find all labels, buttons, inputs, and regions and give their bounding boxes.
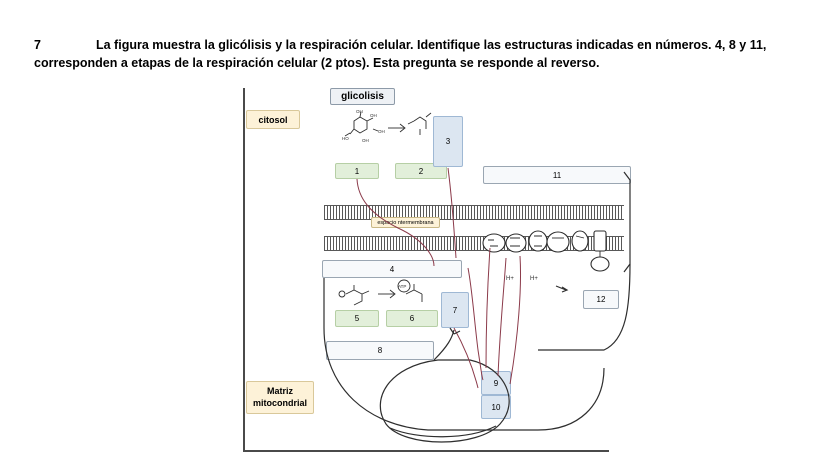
numbered-box-11[interactable]: 11 (483, 166, 631, 184)
numbered-box-9[interactable]: 9 (481, 371, 511, 395)
svg-text:H+: H+ (506, 276, 514, 282)
label-espacio-intermembrana: espacio ntermembrana (371, 217, 440, 228)
numbered-box-6[interactable]: 6 (386, 310, 438, 327)
question-number: 7 (34, 38, 41, 52)
cell-left-border (243, 88, 245, 452)
matrix-line-2: mitocondrial (252, 397, 307, 408)
svg-text:H+: H+ (530, 276, 538, 282)
question-text (34, 36, 796, 72)
numbered-box-5[interactable]: 5 (335, 310, 379, 327)
numbered-box-1[interactable]: 1 (335, 163, 379, 179)
numbered-box-4[interactable]: 4 (322, 260, 462, 278)
svg-text:OH: OH (356, 109, 363, 114)
svg-text:HO: HO (342, 136, 349, 141)
numbered-box-10[interactable]: 10 (481, 395, 511, 419)
label-matriz-mitocondrial (246, 381, 314, 414)
outer-membrane (324, 205, 624, 220)
svg-text:OH: OH (378, 129, 385, 134)
cell-bottom-border (243, 450, 609, 452)
svg-text:OH: OH (362, 138, 369, 143)
figure-glycolysis-cellular-respiration (238, 88, 650, 456)
numbered-box-7[interactable]: 7 (441, 292, 469, 328)
matrix-line-1: Matriz (266, 386, 293, 397)
question-body: La figura muestra la glicólisis y la respiración celular. Identifique las estructuras indicadas en números. 4, 8 y 11, corresponden a etapas de la respiración celular (2 ptos). Esta pregunta se responde al reverso. (34, 38, 767, 71)
svg-text:ATP: ATP (398, 284, 407, 289)
svg-text:OH: OH (370, 113, 377, 118)
numbered-box-2[interactable]: 2 (395, 163, 447, 179)
numbered-box-3[interactable]: 3 (433, 116, 463, 167)
title-glicolisis: glicolisis (330, 88, 395, 105)
label-citosol: citosol (246, 110, 300, 129)
inner-membrane (324, 236, 624, 251)
numbered-box-12[interactable]: 12 (583, 290, 619, 309)
numbered-box-8[interactable]: 8 (326, 341, 434, 360)
